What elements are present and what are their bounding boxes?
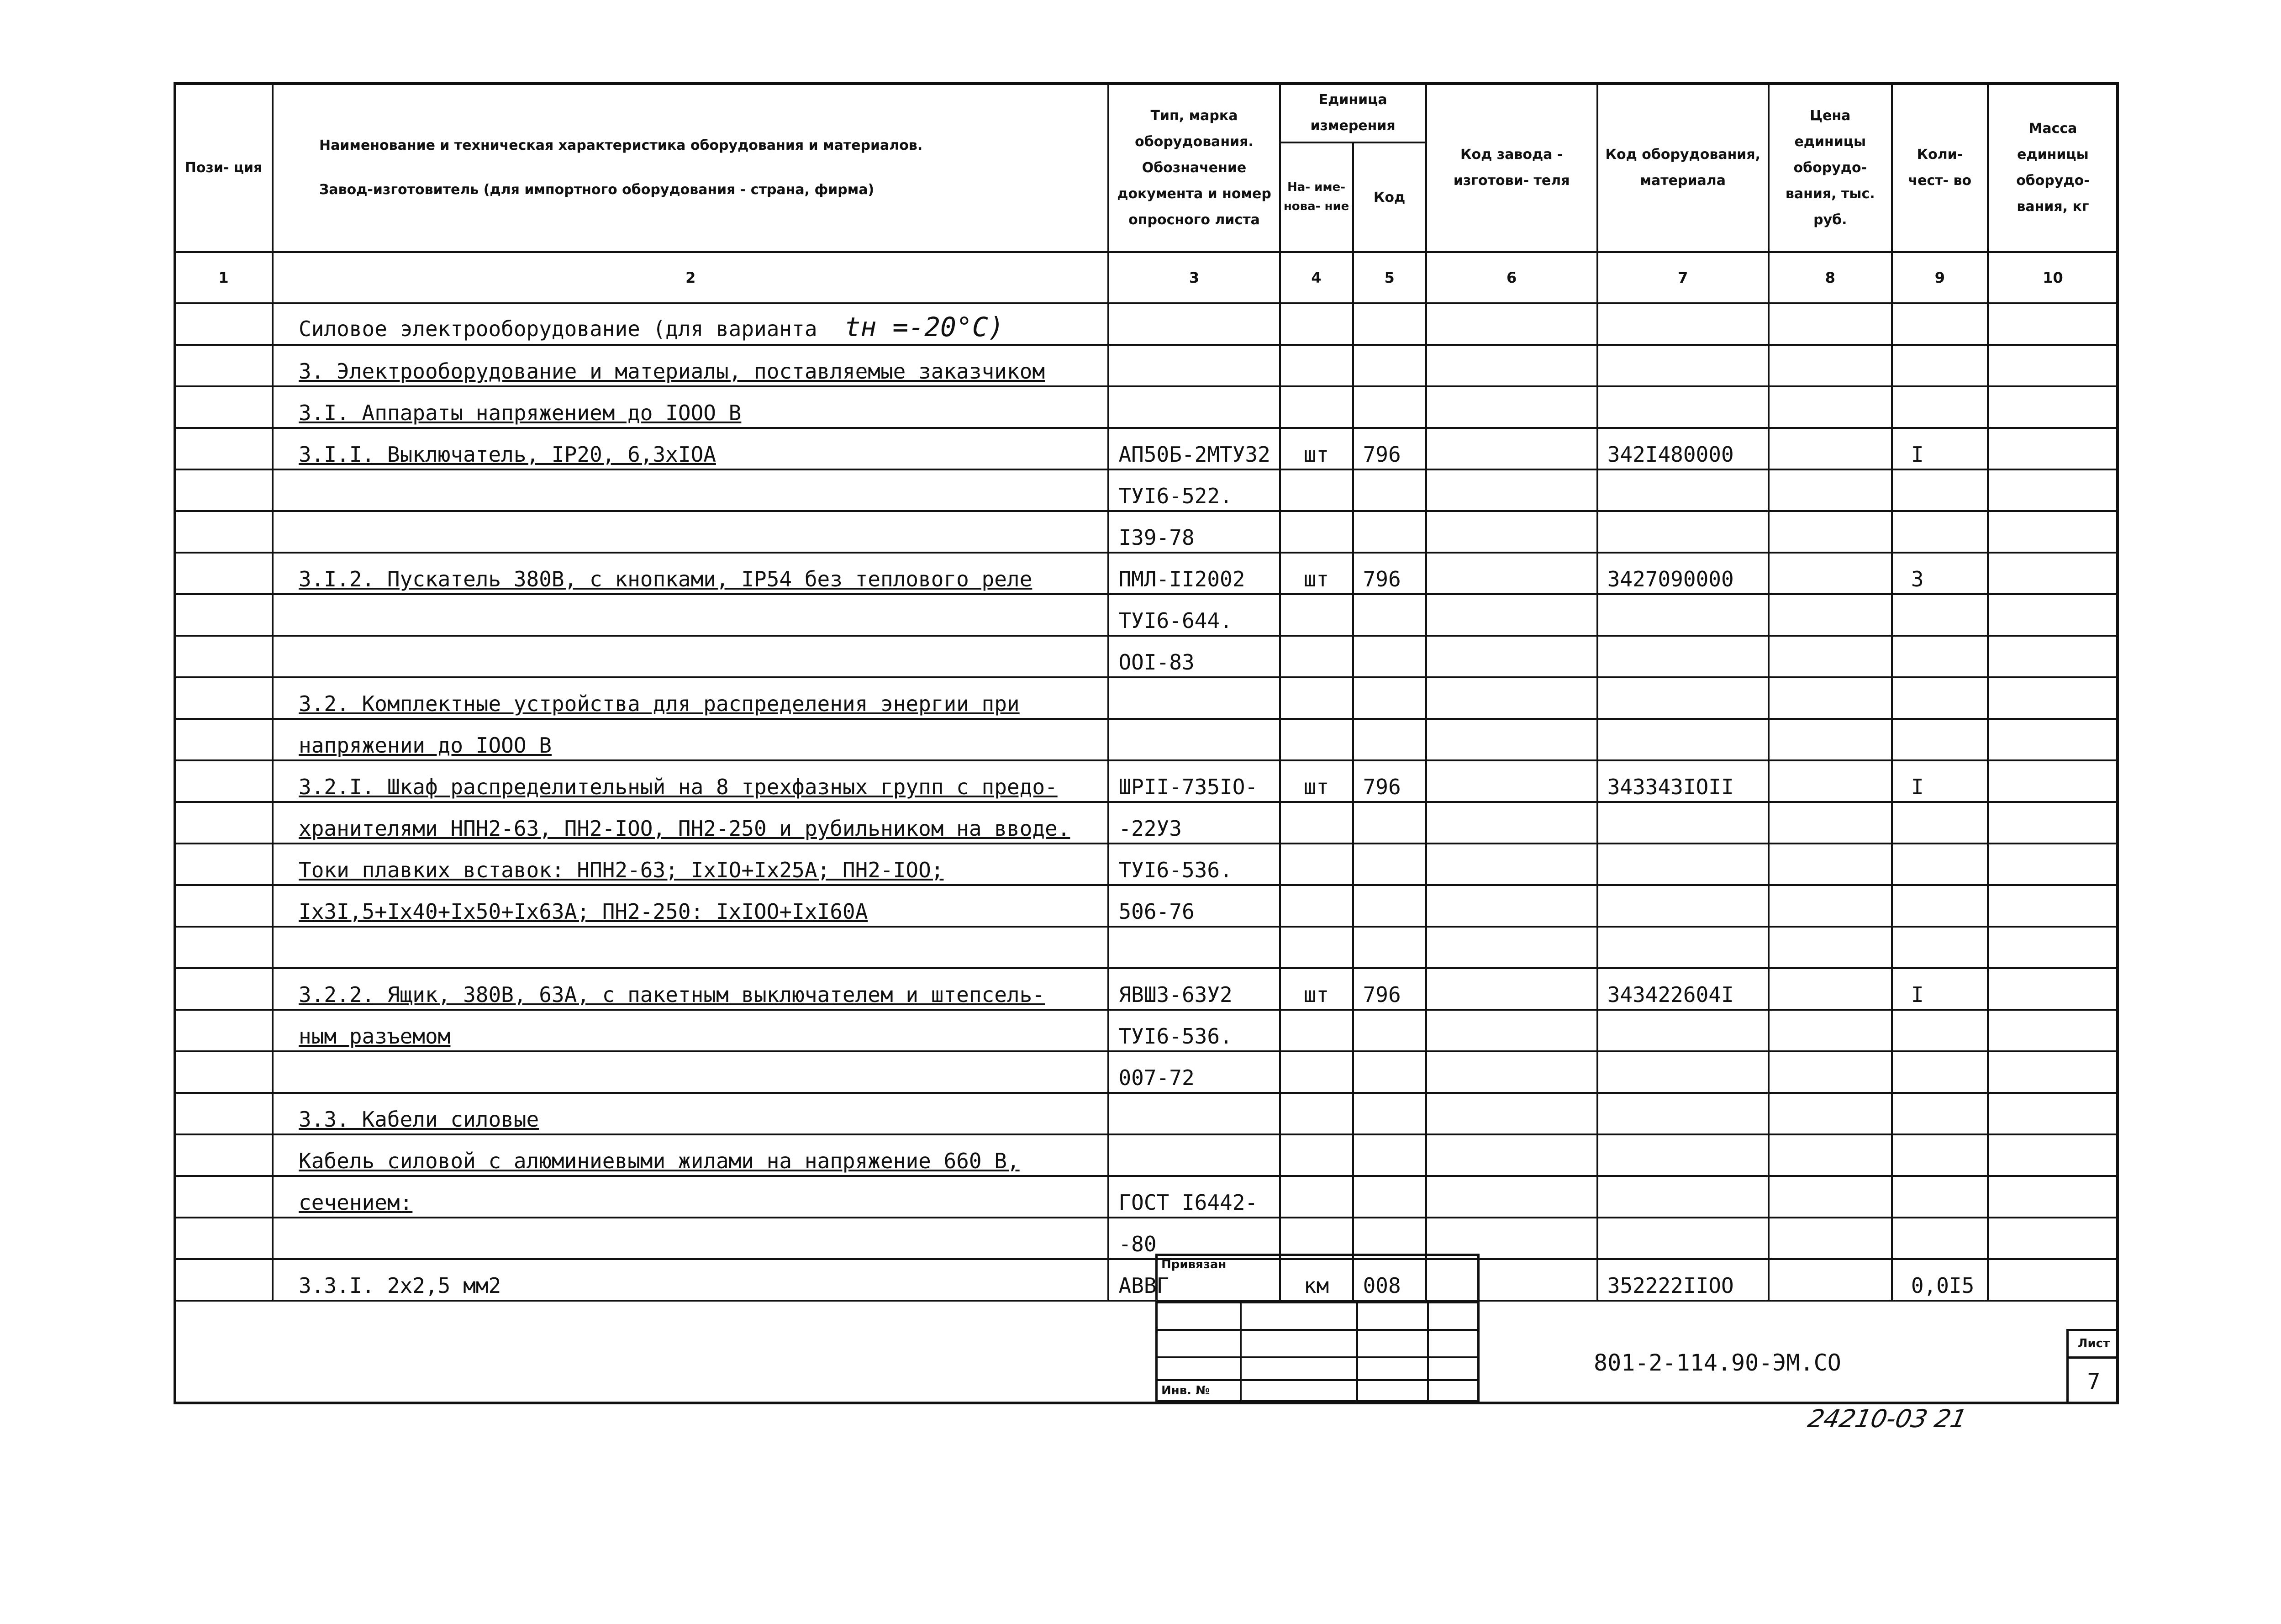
cell-name-text: ным разъемом (299, 1024, 451, 1049)
cell-type-text: ТУI6-522. (1118, 484, 1233, 508)
cell-material-code-text: 342I480000 (1607, 442, 1734, 467)
stamp-rule (1427, 1302, 1429, 1402)
cell-name-text: сечением: (299, 1190, 413, 1215)
cell-name-text: напряжении до IOOO В (299, 733, 552, 758)
cell-type-text: ТУI6-644. (1118, 608, 1233, 633)
hdr-quantity: Коли- чест- во (1892, 83, 1988, 252)
cell-type-text: АП50Б-2МТУЗ2 (1118, 442, 1270, 467)
cell-unit-code-text: 008 (1363, 1273, 1401, 1298)
cell-type-text: ГОСТ I6442- (1118, 1190, 1258, 1215)
inventory-number: 24210-03 21 (1805, 1404, 1970, 1433)
hdr-name-line1: Наименование и техническая характеристика оборудования и материалов. (319, 137, 923, 153)
cell-name-text: 3.3.I. 2x2,5 мм2 (299, 1273, 501, 1298)
sheet-label: Лист (2069, 1331, 2119, 1359)
col-number: 5 (1353, 252, 1426, 303)
cell-unit-code-text: 796 (1363, 567, 1401, 591)
hdr-unit-group: Единица измерения (1280, 83, 1426, 142)
hdr-unit-name: На- име- нова- ние (1280, 142, 1353, 252)
cell-material-code-text: 343422604I (1607, 982, 1734, 1007)
temperature-variant: tн =-20°С) (844, 311, 1004, 343)
cell-type-text: АВВГ (1118, 1273, 1169, 1298)
cell-unit-code-text: 796 (1363, 982, 1401, 1007)
cell-unit-name-text: км (1303, 1273, 1329, 1298)
cell-type-text: OOI-83 (1118, 650, 1195, 675)
cell-type-text: ПМЛ-II2002 (1118, 567, 1245, 591)
sheet-number-box (2066, 1329, 2119, 1404)
stamp-rule (1158, 1302, 1477, 1303)
col-number: 10 (1988, 252, 2118, 303)
cell-unit-name-text: шт (1303, 982, 1329, 1007)
cell-type-text: ШРII-735IO- (1118, 775, 1258, 799)
stamp-inv-label: Инв. № (1161, 1384, 1210, 1397)
cell-quantity-text: I (1911, 775, 1924, 799)
cell-material-code-text: 343343IOII (1607, 775, 1734, 799)
hdr-position: Пози- ция (174, 83, 273, 252)
cell-name-text: 3.I.2. Пускатель 380В, с кнопками, IP54 без теплового реле (299, 567, 1033, 591)
hdr-price: Цена единицы оборудо- вания, тыс. руб. (1769, 83, 1892, 252)
hdr-type: Тип, марка оборудования. Обозначение документа и номер опросного листа (1108, 83, 1280, 252)
cell-unit-name-text: шт (1303, 567, 1329, 591)
cell-type-text: ТУI6-536. (1118, 1024, 1233, 1049)
cell-unit-name-text: шт (1303, 775, 1329, 799)
cell-name-text: Силовое электрооборудование (для варианта (299, 316, 817, 341)
cell-type-text: I39-78 (1118, 525, 1195, 550)
cell-name-text: 3.I. Аппараты напряжением до IOOO В (299, 401, 742, 425)
cell-type-text: -80 (1118, 1232, 1157, 1256)
cell-type-text: -22УЗ (1118, 816, 1182, 841)
cell-material-code-text: 352222IIOO (1607, 1273, 1734, 1298)
col-number: 8 (1769, 252, 1892, 303)
cell-type-text: ТУI6-536. (1118, 858, 1233, 882)
cell-unit-code-text: 796 (1363, 775, 1401, 799)
cell-type-text: 506-76 (1118, 899, 1195, 924)
title-stamp (1155, 1254, 1480, 1402)
cell-quantity-text: 3 (1911, 567, 1924, 591)
col-number: 2 (273, 252, 1108, 303)
stamp-rule (1158, 1356, 1477, 1358)
col-number: 3 (1108, 252, 1280, 303)
col-number: 1 (174, 252, 273, 303)
hdr-name-line2: Завод-изготовитель (для импортного оборудования - страна, фирма) (319, 182, 874, 198)
hdr-material-code: Код оборудования, материала (1597, 83, 1769, 252)
cell-quantity-text: I (1911, 442, 1924, 467)
cell-type-text: 007-72 (1118, 1065, 1195, 1090)
hdr-plant-code: Код завода - изготови- теля (1426, 83, 1597, 252)
stamp-rule (1240, 1302, 1242, 1402)
cell-name-text: 3.3. Кабели силовые (299, 1107, 539, 1132)
hdr-mass: Масса единицы оборудо- вания, кг (1988, 83, 2118, 252)
cell-unit-name-text: шт (1303, 442, 1329, 467)
stamp-rule (1158, 1379, 1477, 1381)
stamp-bound-label: Привязан (1161, 1258, 1227, 1271)
col-number: 4 (1280, 252, 1353, 303)
cell-name-text: 3. Электрооборудование и материалы, поставляемые заказчиком (299, 359, 1045, 384)
cell-name-text: Кабель силовой с алюминиевыми жилами на напряжение 660 В, (299, 1149, 1020, 1173)
cell-name-text: Ix3I,5+Ix40+Ix50+Ix63A; ПН2-250: IxIOO+IxI60A (299, 899, 868, 924)
document-number: 801-2-114.90-ЭМ.СО (1594, 1350, 1841, 1376)
cell-quantity-text: I (1911, 982, 1924, 1007)
cell-material-code-text: 3427090000 (1607, 567, 1734, 591)
cell-name-text: 3.2. Комплектные устройства для распределения энергии при (299, 691, 1020, 716)
cell-name-text: 3.2.2. Ящик, 380В, 63А, с пакетным выключателем и штепсель- (299, 982, 1045, 1007)
cell-name-text: хранителями НПН2-63, ПН2-IOO, ПН2-250 и рубильником на вводе. (299, 816, 1070, 841)
cell-name-text: Токи плавких вставок: НПН2-63; IxIO+Ix25A; ПН2-IOO; (299, 858, 944, 882)
cell-name-text: 3.I.I. Выключатель, IP20, 6,3xIOA (299, 442, 716, 467)
col-number: 6 (1426, 252, 1597, 303)
hdr-unit-code: Код (1353, 142, 1426, 252)
cell-quantity-text: 0,0I5 (1911, 1273, 1975, 1298)
stamp-rule (1356, 1302, 1358, 1402)
stamp-rule (1158, 1329, 1477, 1331)
sheet-frame (174, 82, 2119, 1404)
col-number: 7 (1597, 252, 1769, 303)
cell-name-text: 3.2.I. Шкаф распределительный на 8 трехфазных групп с предо- (299, 775, 1058, 799)
col-number: 9 (1892, 252, 1988, 303)
cell-type-text: ЯВШЗ-63У2 (1118, 982, 1233, 1007)
cell-unit-code-text: 796 (1363, 442, 1401, 467)
sheet-value: 7 (2087, 1369, 2101, 1394)
